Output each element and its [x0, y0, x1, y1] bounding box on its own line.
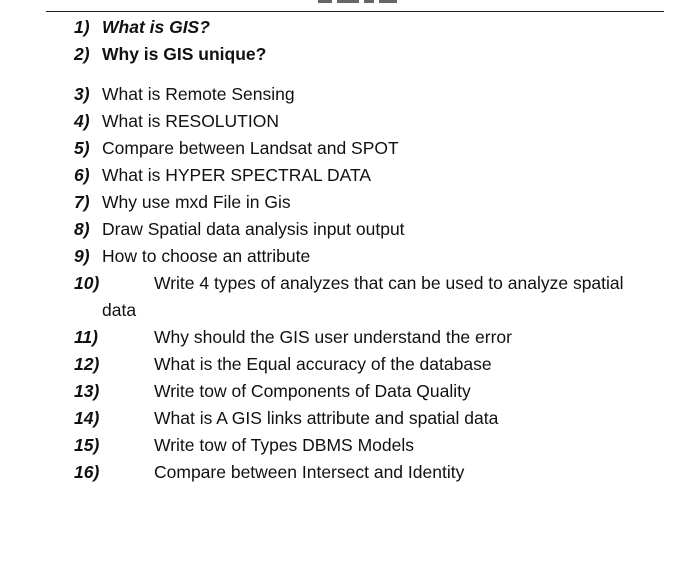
question-item-7: [74, 189, 674, 216]
question-item-9: [74, 243, 674, 270]
question-text: Why is GIS unique?: [102, 44, 267, 64]
question-10-continuation: data: [102, 300, 137, 320]
question-item-12: [74, 351, 674, 378]
question-number: 1): [74, 17, 90, 37]
question-text: What is the Equal accuracy of the database: [154, 354, 492, 374]
question-number: 10): [74, 273, 100, 293]
question-text: How to choose an attribute: [102, 246, 311, 266]
question-item-15: [74, 432, 674, 459]
question-number: 5): [74, 138, 90, 158]
question-text: What is HYPER SPECTRAL DATA: [102, 165, 372, 185]
question-number: 13): [74, 381, 100, 401]
question-item-5: [74, 135, 674, 162]
question-text: Compare between Intersect and Identity: [154, 462, 465, 482]
question-number: 7): [74, 192, 90, 212]
question-text: Write tow of Components of Data Quality: [154, 381, 471, 401]
cropped-header-fragment: [318, 0, 408, 7]
question-text: What is GIS?: [102, 17, 210, 37]
question-item-6: [74, 162, 674, 189]
question-item-13: [74, 378, 674, 405]
question-number: 16): [74, 462, 100, 482]
question-number: 15): [74, 435, 100, 455]
question-text: What is Remote Sensing: [102, 84, 295, 104]
question-number: 6): [74, 165, 90, 185]
question-item-10: [74, 270, 674, 297]
question-text: Write 4 types of analyzes that can be used to analyze spatial: [154, 273, 624, 293]
question-item-3: [74, 81, 674, 108]
question-item-2: [74, 41, 674, 68]
question-number: 14): [74, 408, 100, 428]
question-text: Draw Spatial data analysis input output: [102, 219, 405, 239]
question-number: 8): [74, 219, 90, 239]
question-item-14: [74, 405, 674, 432]
question-number: 12): [74, 354, 100, 374]
question-number: 3): [74, 84, 90, 104]
question-number: 4): [74, 111, 90, 131]
question-list: [74, 14, 674, 486]
question-item-4: [74, 108, 674, 135]
question-item-8: [74, 216, 674, 243]
header-rule: [46, 11, 664, 12]
question-text: Why use mxd File in Gis: [102, 192, 291, 212]
question-item-1: [74, 14, 674, 41]
question-text: Compare between Landsat and SPOT: [102, 138, 399, 158]
question-text: Write tow of Types DBMS Models: [154, 435, 414, 455]
question-text: Why should the GIS user understand the error: [154, 327, 512, 347]
question-text: What is A GIS links attribute and spatial data: [154, 408, 499, 428]
question-number: 2): [74, 44, 90, 64]
question-item-11: [74, 324, 674, 351]
question-number: 11): [74, 327, 98, 347]
question-number: 9): [74, 246, 90, 266]
question-item-16: [74, 459, 674, 486]
question-text: What is RESOLUTION: [102, 111, 279, 131]
